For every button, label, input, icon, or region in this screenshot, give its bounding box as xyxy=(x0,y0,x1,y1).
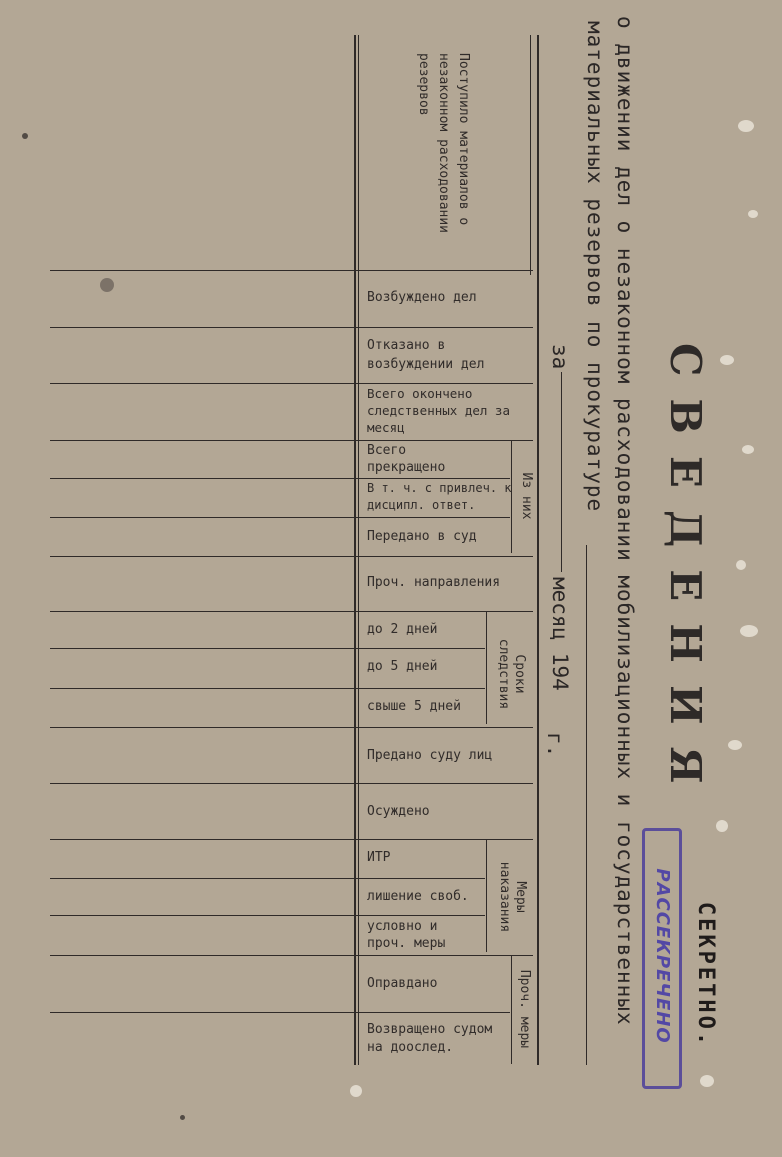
fill-line-period xyxy=(561,372,562,572)
document-title: СВЕДЕНИЯ xyxy=(661,343,710,806)
col-do-2-dney: до 2 дней xyxy=(367,622,438,637)
col-disciplinary: В т. ч. с привлеч. к дисципл. ответ. xyxy=(367,481,512,512)
col-vozbuzhdeno: Возбуждено дел xyxy=(367,290,477,305)
col-svyshe-5-dney: свыше 5 дней xyxy=(367,699,461,714)
col-uslovno: условно и проч. меры xyxy=(367,919,446,951)
row-separator xyxy=(50,440,533,441)
col-do-5-dney: до 5 дней xyxy=(367,659,438,674)
col-vozvrashcheno: Возвращено судом на доослед. xyxy=(367,1022,493,1055)
row-separator xyxy=(50,478,510,479)
row-separator xyxy=(50,688,485,689)
declassified-stamp: РАССЕКРЕЧЕНО xyxy=(642,828,682,1089)
col-proch-napravleniya: Проч. направления xyxy=(367,575,501,590)
row-separator xyxy=(50,383,533,384)
period-prefix: за xyxy=(548,344,572,370)
col-itr: ИТР xyxy=(367,850,391,865)
row-separator xyxy=(50,878,485,879)
row-separator xyxy=(50,915,485,916)
document-subtitle-line2: материальных резервов по прокуратуре xyxy=(583,21,607,513)
paper-speck xyxy=(716,820,728,832)
row-separator xyxy=(50,727,533,728)
header-column-line xyxy=(530,35,531,275)
table-left-border-inner xyxy=(358,35,359,1065)
row-separator xyxy=(50,327,533,328)
paper-speck xyxy=(728,740,742,750)
paper-speck xyxy=(736,560,746,570)
row-separator xyxy=(50,955,533,956)
group-divider-sroki xyxy=(486,612,487,724)
table-right-border xyxy=(537,35,539,1065)
group-divider-proch xyxy=(511,956,512,1064)
paper-speck xyxy=(748,210,758,218)
table-left-border xyxy=(354,35,356,1065)
paper-speck xyxy=(350,1085,362,1097)
document-subtitle-line1: о движении дел о незаконном расходовании мобилизационных и государственных xyxy=(613,16,637,1026)
period-middle: месяц 194 xyxy=(548,577,572,691)
row-separator xyxy=(50,783,533,784)
col-peredano-v-sud: Передано в суд xyxy=(367,529,477,544)
row-separator xyxy=(50,1012,510,1013)
col-osuzhdeno: Осуждено xyxy=(367,804,430,819)
row-separator xyxy=(50,270,533,271)
group-label-mery: Меры наказания xyxy=(497,861,528,933)
col-lishenie-svobody: лишение своб. xyxy=(367,889,469,904)
paper-speck xyxy=(720,355,734,365)
paper-stain xyxy=(100,278,114,292)
col-opravdano: Оправдано xyxy=(367,976,438,991)
col-predano-sudu: Предано суду лиц xyxy=(367,748,493,763)
fill-line-prokuratura xyxy=(586,545,587,1065)
period-suffix: г. xyxy=(543,732,567,758)
header-received-materials: Поступило материалов о незаконном расходовании резервов xyxy=(416,53,471,234)
paper-speck xyxy=(180,1115,185,1120)
group-label-sroki: Сроки следствия xyxy=(496,638,527,710)
col-vsego-okoncheno: Всего окончено следственных дел за месяц xyxy=(367,386,510,435)
row-separator xyxy=(50,556,533,557)
row-separator xyxy=(50,839,533,840)
row-separator xyxy=(50,611,533,612)
col-otkazano: Отказано в возбуждении дел xyxy=(367,338,485,372)
group-label-proch-mery: Проч. меры xyxy=(517,969,532,1049)
classification-label: СЕКРЕТНО. xyxy=(693,901,718,1049)
row-separator xyxy=(50,517,510,518)
paper-speck xyxy=(742,445,754,454)
group-label-iz-nih: Из них xyxy=(519,472,534,520)
paper-speck xyxy=(22,133,28,139)
group-divider-mery xyxy=(486,840,487,952)
col-vsego-prekrashcheno: Всего прекращено xyxy=(367,443,446,475)
paper-speck xyxy=(700,1075,714,1087)
paper-speck xyxy=(738,120,754,132)
paper-speck xyxy=(740,625,758,637)
row-separator xyxy=(50,648,485,649)
